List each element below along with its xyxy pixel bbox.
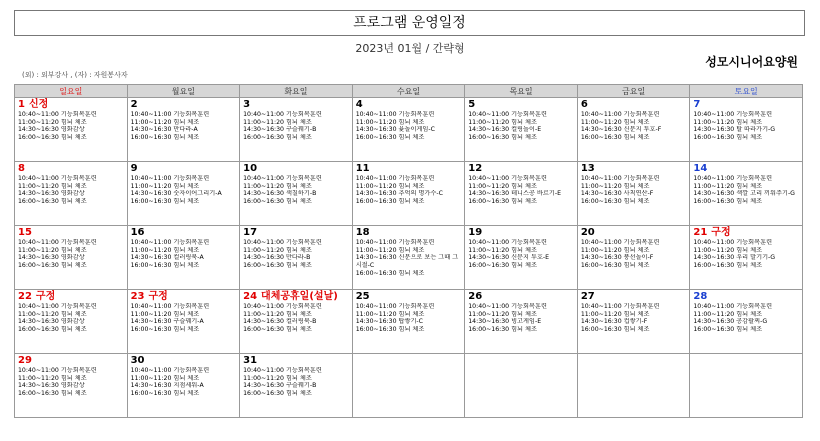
program-entry: 14:30~16:30 사칙연산-F — [580, 190, 654, 198]
program-entry: 10:40~11:00 기능회복훈련 — [355, 303, 435, 310]
day-number: 14 — [693, 163, 708, 174]
program-entry: 11:00~11:20 힘뇌 체조 — [580, 182, 650, 190]
program-entry: 16:00~16:30 힘뇌 체조 — [468, 326, 537, 334]
program-entry: 11:00~11:20 힘뇌 체조 — [693, 118, 763, 126]
calendar-day-cell — [577, 226, 690, 290]
day-number: 5 — [468, 99, 476, 110]
program-entry: 11:00~11:20 힘뇌 체조 — [243, 182, 312, 190]
program-entry: 16:00~16:30 힘뇌 체조 — [355, 269, 425, 277]
calendar-week-row — [15, 354, 803, 418]
program-entry: 10:40~11:00 기능회복훈련 — [468, 239, 547, 246]
calendar-day-cell — [127, 226, 240, 290]
day-number: 31 — [243, 355, 258, 366]
program-entry: 16:00~16:30 힘뇌 체조 — [130, 390, 200, 398]
program-entry: 11:00~11:20 힘뇌 체조 — [130, 246, 200, 254]
program-entry: 14:30~16:30 추억의 명가수-C — [355, 190, 443, 198]
day-number: 1 — [18, 99, 25, 110]
program-entry: 10:40~11:00 기능회복훈련 — [130, 367, 210, 374]
day-header — [131, 227, 237, 239]
program-entry: 10:40~11:00 기능회복훈련 — [468, 175, 547, 182]
day-header — [693, 291, 799, 303]
holiday-label: 신정 — [28, 99, 49, 110]
program-entry: 11:00~11:20 힘뇌 체조 — [130, 310, 200, 318]
program-entry: 14:30~16:30 탑쌓기-C — [355, 318, 423, 326]
day-header — [581, 99, 687, 111]
program-entry: 10:40~11:00 기능회복훈련 — [693, 175, 773, 182]
day-number: 25 — [355, 291, 370, 302]
weekday-thursday: 목요일 — [465, 85, 578, 98]
day-header — [243, 227, 349, 239]
day-number: 2 — [130, 99, 138, 110]
day-header — [581, 227, 687, 239]
program-entry: 16:00~16:30 힘뇌 체조 — [468, 134, 537, 142]
program-entry: 10:40~11:00 기능회복훈련 — [18, 111, 97, 118]
program-entry: 10:40~11:00 기능회복훈련 — [243, 111, 322, 118]
program-entry: 10:40~11:00 기능회복훈련 — [355, 239, 435, 246]
program-entry: 14:30~16:30 컬링놀이-E — [468, 126, 542, 134]
program-entry: 16:00~16:30 힘뇌 체조 — [468, 198, 537, 206]
calendar-table — [14, 84, 803, 418]
program-entry: 16:00~16:30 힘뇌 체조 — [580, 198, 650, 206]
calendar-day-cell — [240, 98, 353, 162]
program-entry: 16:00~16:30 힘뇌 체조 — [693, 134, 763, 142]
calendar-day-cell — [465, 162, 578, 226]
program-entry: 14:30~16:30 영화감상 — [18, 126, 85, 134]
program-entry: 14:30~16:30 컵쌓기-F — [580, 318, 648, 326]
day-header — [18, 99, 124, 111]
program-entry: 14:30~16:30 테니스공 바르기-E — [468, 190, 562, 198]
program-entry: 14:30~16:30 지점세워-A — [130, 382, 204, 390]
holiday-label: 구정 — [711, 227, 731, 238]
program-entry: 10:40~11:00 기능회복훈련 — [243, 367, 322, 374]
program-entry: 16:00~16:30 힘뇌 체조 — [18, 262, 87, 270]
program-entry: 16:00~16:30 힘뇌 체조 — [18, 326, 87, 334]
day-header — [131, 163, 237, 175]
program-entry: 10:40~11:00 기능회복훈련 — [130, 111, 210, 118]
calendar-week-row — [15, 162, 803, 226]
program-entry: 14:30~16:30 영화감상 — [18, 254, 85, 262]
day-header — [356, 163, 462, 175]
program-entry: 16:00~16:30 힘뇌 체조 — [468, 262, 537, 270]
day-header — [131, 355, 237, 367]
calendar-day-cell — [465, 290, 578, 354]
program-entry: 11:00~11:20 힘뇌 체조 — [468, 118, 537, 126]
calendar-day-cell — [127, 290, 240, 354]
day-number: 27 — [580, 291, 595, 302]
program-entry: 10:40~11:00 기능회복훈련 — [130, 239, 210, 246]
program-entry: 10:40~11:00 기능회복훈련 — [355, 175, 435, 182]
program-entry: 11:00~11:20 힘뇌 체조 — [18, 118, 87, 126]
program-entry: 10:40~11:00 기능회복훈련 — [18, 239, 97, 246]
program-entry: 16:00~16:30 힘뇌 체조 — [580, 134, 650, 142]
calendar-day-cell — [577, 98, 690, 162]
calendar-day-cell — [15, 226, 128, 290]
calendar-empty-cell — [577, 354, 690, 418]
day-header — [243, 355, 349, 367]
weekday-wednesday: 수요일 — [352, 85, 465, 98]
calendar-day-cell — [240, 226, 353, 290]
day-header — [693, 163, 799, 175]
day-header — [243, 163, 349, 175]
program-entry: 10:40~11:00 기능회복훈련 — [130, 303, 210, 310]
holiday-label: 구정 — [148, 291, 168, 302]
day-number: 30 — [130, 355, 145, 366]
program-entry: 11:00~11:20 힘뇌 체조 — [580, 246, 650, 254]
day-header — [356, 99, 462, 111]
day-number: 17 — [243, 227, 258, 238]
program-entry: 10:40~11:00 기능회복훈련 — [18, 175, 97, 182]
day-header — [18, 227, 124, 239]
day-number: 3 — [243, 99, 251, 110]
program-entry: 16:00~16:30 힘뇌 체조 — [243, 198, 312, 206]
program-entry: 10:40~11:00 기능회복훈련 — [580, 303, 660, 310]
schedule-subtitle: 2023년 01월 / 간략형 — [355, 42, 465, 55]
day-header — [468, 291, 574, 303]
day-number: 24 — [243, 291, 258, 302]
day-number: 11 — [355, 163, 370, 174]
program-entry: 11:00~11:20 힘뇌 체조 — [18, 374, 87, 382]
program-entry: 14:30~16:30 영화감상 — [18, 190, 85, 198]
program-entry: 11:00~11:20 힘뇌 체조 — [18, 182, 87, 190]
calendar-day-cell — [127, 354, 240, 418]
day-header — [468, 227, 574, 239]
day-number: 21 — [693, 227, 708, 238]
program-entry: 14:30~16:30 신문지 투호-F — [580, 126, 662, 134]
calendar-day-cell — [577, 162, 690, 226]
calendar-day-cell — [690, 226, 803, 290]
day-number: 19 — [468, 227, 483, 238]
weekday-tuesday: 화요일 — [240, 85, 353, 98]
page-title: 프로그램 운영일정 — [14, 10, 805, 36]
program-entry: 11:00~11:20 힘뇌 체조 — [130, 182, 200, 190]
program-entry: 11:00~11:20 힘뇌 체조 — [355, 182, 425, 190]
calendar-day-cell — [352, 98, 465, 162]
day-number: 22 — [18, 291, 32, 302]
program-entry: 14:30~16:30 구슬꿰기-B — [243, 382, 317, 390]
program-entry: 16:00~16:30 힘뇌 체조 — [355, 326, 425, 334]
program-entry: 11:00~11:20 힘뇌 체조 — [130, 374, 200, 382]
program-entry: 16:00~16:30 힘뇌 체조 — [18, 198, 87, 206]
program-entry: 14:30~16:30 만다라-A — [130, 126, 198, 134]
weekday-saturday: 토요일 — [690, 85, 803, 98]
program-entry: 16:00~16:30 힘뇌 체조 — [18, 390, 87, 398]
calendar-day-cell — [15, 354, 128, 418]
day-number: 28 — [693, 291, 708, 302]
calendar-day-cell — [465, 226, 578, 290]
program-entry: 16:00~16:30 힘뇌 체조 — [355, 198, 425, 206]
day-header — [468, 163, 574, 175]
calendar-day-cell — [127, 162, 240, 226]
day-header — [356, 291, 462, 303]
program-entry: 14:30~16:30 빙고게임-E — [468, 318, 542, 326]
day-header — [693, 227, 799, 239]
day-number: 13 — [580, 163, 595, 174]
program-entry: 14:30~16:30 풍선놀이-F — [580, 254, 654, 262]
program-entry: 14:30~16:30 우리 말기기-G — [693, 254, 776, 262]
day-number: 29 — [18, 355, 32, 366]
program-entry: 14:30~16:30 영화감상 — [18, 382, 85, 390]
day-number: 4 — [355, 99, 363, 110]
program-entry: 11:00~11:20 힘뇌 체조 — [243, 246, 312, 254]
calendar-week-row — [15, 98, 803, 162]
program-entry: 16:00~16:30 힘뇌 체조 — [243, 390, 312, 398]
program-entry: 11:00~11:20 힘뇌 체조 — [693, 310, 763, 318]
calendar-empty-cell — [690, 354, 803, 418]
program-entry: 14:30~16:30 컬러링북-A — [130, 254, 204, 262]
program-entry: 16:00~16:30 힘뇌 체조 — [243, 262, 312, 270]
program-entry: 11:00~11:20 힘뇌 체조 — [580, 118, 650, 126]
program-entry: 11:00~11:20 힘뇌 체조 — [693, 182, 763, 190]
holiday-label: 구정 — [35, 291, 56, 302]
program-entry: 11:00~11:20 힘뇌 체조 — [18, 246, 87, 254]
program-entry: 14:30~16:30 공감팔찌-G — [693, 318, 768, 326]
legend-note: (외) : 외부강사 , (자) : 자원봉사자 — [22, 71, 128, 79]
program-entry: 10:40~11:00 기능회복훈련 — [468, 303, 547, 310]
calendar-day-cell — [240, 162, 353, 226]
program-entry: 11:00~11:20 힘뇌 체조 — [130, 118, 200, 126]
day-number: 10 — [243, 163, 258, 174]
program-entry: 16:00~16:30 힘뇌 체조 — [580, 326, 650, 334]
weekday-header-row — [15, 85, 803, 98]
program-entry: 14:30~16:30 색깔 고리 끼워주기-G — [693, 190, 795, 198]
day-number: 23 — [130, 291, 145, 302]
program-entry: 14:30~16:30 만다라-B — [243, 254, 311, 262]
program-entry: 16:00~16:30 힘뇌 체조 — [355, 134, 425, 142]
calendar-day-cell — [690, 290, 803, 354]
program-entry: 16:00~16:30 힘뇌 체조 — [130, 198, 200, 206]
program-entry: 10:40~11:00 기능회복훈련 — [580, 111, 660, 118]
program-entry: 10:40~11:00 기능회복훈련 — [693, 303, 773, 310]
program-entry: 10:40~11:00 기능회복훈련 — [243, 175, 322, 182]
program-entry: 10:40~11:00 기능회복훈련 — [18, 367, 97, 374]
day-number: 8 — [18, 163, 25, 174]
day-header — [243, 291, 349, 303]
program-entry: 16:00~16:30 힘뇌 체조 — [580, 262, 650, 270]
day-header — [581, 291, 687, 303]
day-number: 18 — [355, 227, 370, 238]
calendar-day-cell — [352, 162, 465, 226]
program-entry: 14:30~16:30 숫자이어그리기-A — [130, 190, 222, 198]
program-entry: 16:00~16:30 힘뇌 체조 — [693, 198, 763, 206]
calendar-day-cell — [15, 162, 128, 226]
program-entry: 10:40~11:00 기능회복훈련 — [18, 303, 97, 310]
day-number: 26 — [468, 291, 483, 302]
program-entry: 11:00~11:20 힘뇌 체조 — [468, 182, 537, 190]
program-entry: 11:00~11:20 힘뇌 체조 — [18, 310, 87, 318]
program-entry: 11:00~11:20 힘뇌 체조 — [580, 310, 650, 318]
day-header — [131, 99, 237, 111]
program-entry: 11:00~11:20 힘뇌 체조 — [355, 246, 425, 254]
day-header — [18, 355, 124, 367]
program-entry: 14:30~16:30 컬러링북-B — [243, 318, 317, 326]
calendar-day-cell — [577, 290, 690, 354]
program-entry: 11:00~11:20 힘뇌 체조 — [243, 118, 312, 126]
day-header — [693, 99, 799, 111]
program-entry: 16:00~16:30 힘뇌 체조 — [243, 326, 312, 334]
program-entry: 16:00~16:30 힘뇌 체조 — [130, 326, 200, 334]
program-entry: 14:30~16:30 영화감상 — [18, 318, 85, 326]
program-entry: 10:40~11:00 기능회복훈련 — [243, 239, 322, 246]
day-number: 7 — [693, 99, 701, 110]
program-entry: 10:40~11:00 기능회복훈련 — [580, 175, 660, 182]
program-entry: 10:40~11:00 기능회복훈련 — [355, 111, 435, 118]
program-entry: 14:30~16:30 신문지 투호-E — [468, 254, 550, 262]
program-entry: 11:00~11:20 힘뇌 체조 — [468, 246, 537, 254]
program-entry: 16:00~16:30 힘뇌 체조 — [693, 262, 763, 270]
calendar-week-row — [15, 226, 803, 290]
program-entry: 16:00~16:30 힘뇌 체조 — [18, 134, 87, 142]
day-number: 20 — [580, 227, 595, 238]
holiday-label: 대체공휴일(설날) — [261, 291, 338, 302]
day-number: 15 — [18, 227, 32, 238]
program-entry: 10:40~11:00 기능회복훈련 — [243, 303, 322, 310]
program-entry: 14:30~16:30 윷놀이게임-C — [355, 126, 435, 134]
program-entry: 11:00~11:20 힘뇌 체조 — [243, 310, 312, 318]
day-header — [18, 163, 124, 175]
day-header — [18, 291, 124, 303]
program-entry: 11:00~11:20 힘뇌 체조 — [243, 374, 312, 382]
calendar-day-cell — [352, 226, 465, 290]
calendar-day-cell — [15, 290, 128, 354]
day-number: 12 — [468, 163, 483, 174]
day-header — [131, 291, 237, 303]
program-entry: 11:00~11:20 힘뇌 체조 — [468, 310, 537, 318]
calendar-day-cell — [15, 98, 128, 162]
program-entry: 14:30~16:30 색칠하기-B — [243, 190, 317, 198]
program-entry: 10:40~11:00 기능회복훈련 — [580, 239, 660, 246]
program-entry: 14:30~16:30 탈 따라가기-G — [693, 126, 776, 134]
day-header — [468, 99, 574, 111]
calendar-empty-cell — [465, 354, 578, 418]
day-number: 9 — [130, 163, 138, 174]
calendar-day-cell — [240, 354, 353, 418]
day-header — [581, 163, 687, 175]
program-entry: 16:00~16:30 힘뇌 체조 — [693, 326, 763, 334]
program-entry: 10:40~11:00 기능회복훈련 — [693, 239, 773, 246]
organization-name: 성모시니어요양원 — [705, 55, 798, 69]
program-entry: 10:40~11:00 기능회복훈련 — [130, 175, 210, 182]
calendar-week-row — [15, 290, 803, 354]
calendar-day-cell — [240, 290, 353, 354]
weekday-friday: 금요일 — [577, 85, 690, 98]
program-entry: 11:00~11:20 힘뇌 체조 — [355, 118, 425, 126]
program-entry: 14:30~16:30 구슬꿰기-B — [243, 126, 317, 134]
calendar-day-cell — [465, 98, 578, 162]
calendar-day-cell — [690, 162, 803, 226]
day-number: 6 — [580, 99, 588, 110]
program-entry: 10:40~11:00 기능회복훈련 — [468, 111, 547, 118]
program-entry: 16:00~16:30 힘뇌 체조 — [243, 134, 312, 142]
weekday-sunday: 일요일 — [15, 85, 128, 98]
day-number: 16 — [130, 227, 145, 238]
day-header — [356, 227, 462, 239]
program-entry: 16:00~16:30 힘뇌 체조 — [130, 262, 200, 270]
program-entry: 11:00~11:20 힘뇌 체조 — [355, 310, 425, 318]
weekday-monday: 월요일 — [127, 85, 240, 98]
program-entry: 11:00~11:20 힘뇌 체조 — [693, 246, 763, 254]
program-entry: 16:00~16:30 힘뇌 체조 — [130, 134, 200, 142]
day-header — [243, 99, 349, 111]
calendar-day-cell — [690, 98, 803, 162]
calendar-empty-cell — [352, 354, 465, 418]
program-entry: 14:30~16:30 구슬꿰기-A — [130, 318, 204, 326]
program-entry: 14:30~16:30 신문으로 보는 그때 그 시절-C — [355, 254, 459, 270]
calendar-day-cell — [127, 98, 240, 162]
calendar-day-cell — [352, 290, 465, 354]
program-entry: 10:40~11:00 기능회복훈련 — [693, 111, 773, 118]
